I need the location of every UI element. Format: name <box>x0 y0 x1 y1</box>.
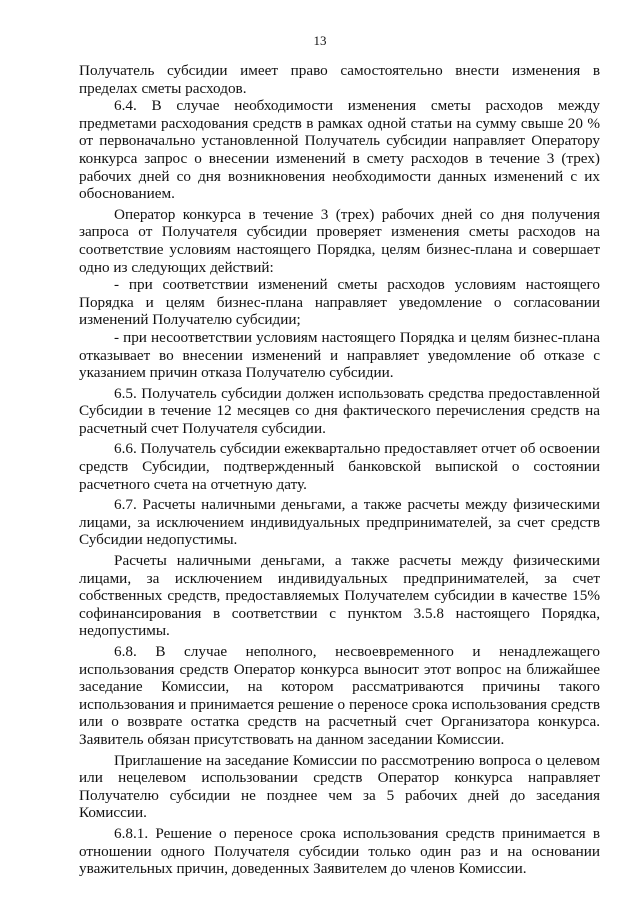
paragraph-6-8-1: 6.8.1. Решение о переносе срока использования средств принимается в отношении одного Получателя субсидии только один раз и на основании уважительных причин, доведенных Заявителем до членов Комиссии. <box>79 824 600 878</box>
paragraph-6-6: 6.6. Получатель субсидии ежеквартально предоставляет отчет об освоении средств Субсидии, подтвержденный банковской выпиской о состоянии расчетного счета на отчетную дату. <box>79 440 600 493</box>
list-item-refusal: - при несоответствии условиям настоящего Порядка и целям бизнес-плана отказывает во внесении изменений и направляет уведомление об отказе с указанием причин отказа Получателю субсидии. <box>79 328 600 382</box>
paragraph-cash-settlements: Расчеты наличными деньгами, а также расчеты между физическими лицами, за исключением индивидуальных предпринимателей, за счет собственных средств, предоставляемых Получателем субсидии в качестве 15% софинансирования в соответствии с пунктом 3.5.8 настоящего Порядка, недопустимы. <box>79 552 600 640</box>
paragraph-invitation: Приглашение на заседание Комиссии по рассмотрению вопроса о целевом или нецелевом использовании средств Оператор конкурса направляет Получателю субсидии не позднее чем за 5 рабочих дней до заседания Комиссии. <box>79 751 600 822</box>
paragraph-6-4: 6.4. В случае необходимости изменения сметы расходов между предметами расходования средств в рамках одной статьи на сумму свыше 20 % от первоначально установленной Получатель субсидии направляет Оператору конкурса запрос о внесении изменений в смету расходов в течение 3 (трех) рабочих дней со дня возникновения необходимости данных изменений с их обоснованием. <box>79 97 600 203</box>
paragraph-6-8: 6.8. В случае неполного, несвоевременного и ненадлежащего использования средств Оператор конкурса выносит этот вопрос на ближайшее заседание Комиссии, на котором рассматриваются причины такого использования и принимается решение о переносе срока использования средств или о возврате остатка средств на расчетный счет Организатора конкурса. Заявитель обязан присутствовать на данном заседании Комиссии. <box>79 643 600 748</box>
list-item-approval: - при соответствии изменений сметы расходов условиям настоящего Порядка и целям бизнес-плана направляет уведомление о согласовании изменений Получателю субсидии; <box>79 276 600 329</box>
paragraph-6-5: 6.5. Получатель субсидии должен использовать средства предоставленной Субсидии в течение 12 месяцев со дня фактического перечисления средств на расчетный счет Получателя субсидии. <box>79 384 600 437</box>
paragraph-changes-within-budget: Получатель субсидии имеет право самостоятельно внести изменения в пределах сметы расходов. <box>79 62 600 97</box>
document-body <box>79 62 600 878</box>
paragraph-operator-review: Оператор конкурса в течение 3 (трех) рабочих дней со дня получения запроса от Получателя субсидии проверяет изменения сметы расходов на соответствие условиям настоящего Порядка, целям бизнес-плана и совершает одно из следующих действий: <box>79 205 600 276</box>
paragraph-6-7: 6.7. Расчеты наличными деньгами, а также расчеты между физическими лицами, за исключением индивидуальных предпринимателей, за счет средств Субсидии недопустимы. <box>79 496 600 549</box>
page-number: 13 <box>313 33 327 48</box>
